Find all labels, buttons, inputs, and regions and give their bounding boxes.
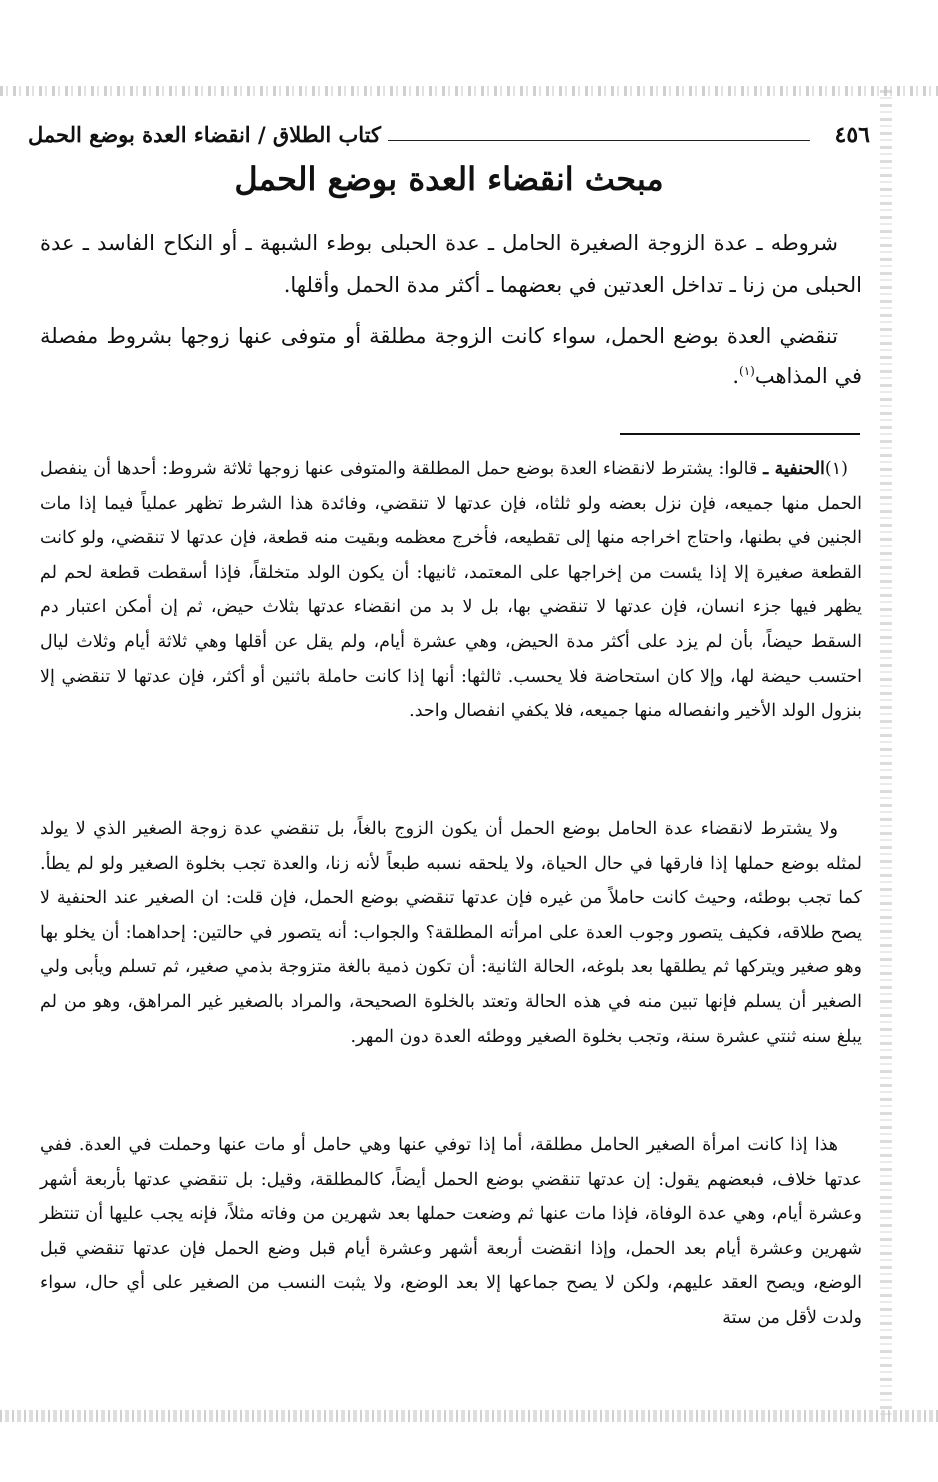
footnote-number: (١) (824, 459, 848, 479)
section-title: مبحث انقضاء العدة بوضع الحمل (234, 160, 664, 198)
footnote-ref[interactable]: (١) (739, 364, 755, 378)
footnote-separator (620, 433, 860, 435)
footnote-school-label: الحنفية ـ (763, 459, 825, 479)
page-header (28, 118, 870, 154)
footnote-paragraph-2: ولا يشترط لانقضاء عدة الحامل بوضع الحمل أن يكون الزوج بالغاً، بل تنقضي عدة زوجة الصغير الذي لا يولد لمثله بوضع حملها إذا فارقها في حال الحياة، ولا يلحقه نسبه طبعاً لأنه زنا، والعدة تجب بخلوة الصغير ولو لم يطأ. كما تجب بوطئه، وحيث كانت حاملاً من غيره فإن عدتها تنقضي بوضع الحمل، فإن قلت: ان الصغير عند الحنفية لا يصح طلاقه، فكيف يتصور وجوب العدة على امرأته المطلقة؟ والجواب: أنه يتصور في حالتين: إحداهما: أن يخلو بها وهو صغير ويتركها ثم يطلقها بعد بلوغه، الحالة الثانية: أن تكون ذمية بالغة متزوجة بذمي صغير، ثم تسلم ويأبى ولي الصغير أن يسلم فإنها تبين منه في هذه الحالة وتعتد بالخلوة الصحيحة، والمراد بالصغير غير المراهق، وهو من لم يبلغ سنه ثنتي عشرة سنة، وتجب بخلوة الصغير ووطئه العدة دون المهر. (40, 819, 862, 1047)
footnote-paragraph-1 (40, 452, 862, 729)
scan-border-top (0, 86, 938, 96)
intro-text: تنقضي العدة بوضع الحمل، سواء كانت الزوجة مطلقة أو متوفى عنها زوجها بشروط مفصلة في المذاهب (40, 324, 862, 388)
intro-end: . (732, 364, 740, 388)
running-head: كتاب الطلاق / انقضاء العدة بوضع الحمل (28, 122, 382, 147)
footnote-text-1: قالوا: يشترط لانقضاء العدة بوضع حمل المطلقة والمتوفى عنها زوجها ثلاثة شروط: أحدها أن ينفصل الحمل منها جميعه، فإن نزل بعضه ولو ثلثاه، فإن عدتها لا تنقضي، وفائدة هذا الشرط تظهر عملياً فيما إذا مات الجنين في بطنها، واحتاج اخراجه منها إلى تقطيعه، فأخرج معظمه وبقيت منه قطعة، فإن عدتها لا تنقضي، ولو كانت القطعة صغيرة إلا إذا يئست من إخراجها على المعتمد، ثانيها: أن يكون الولد متخلقاً، فإذا أسقطت قطعة لحم لم يظهر فيها جزء انسان، فإن عدتها لا تنقضي بها، بل لا بد من انقضاء عدتها بثلاث حيض، ثم إن أمكن اعتبار دم السقط حيضاً، بأن لم يزد على أكثر مدة الحيض، وهي عشرة أيام، ولم يقل عن أقلها وهي ثلاثة أيام وثلاث ليال احتسب حيضة لها، وإلا كان استحاضة فلا يحسب. ثالثها: أنها إذا كانت حاملة باثنين أو أكثر، فإن عدتها لا تنقضي إلا بنزول الولد الأخير وانفصاله منها جميعه، فلا يكفي انفصال واحد. (40, 459, 862, 722)
scan-border-right (880, 90, 892, 1420)
intro-paragraph (40, 316, 862, 396)
header-rule (388, 140, 810, 141)
page-number: ٤٥٦ (834, 122, 870, 148)
scan-border-bottom (0, 1410, 938, 1422)
footnote-paragraph-3: هذا إذا كانت امرأة الصغير الحامل مطلقة، أما إذا توفي عنها وهي حامل أو مات عنها وحملت في العدة. ففي عدتها خلاف، فبعضهم يقول: إن عدتها تنقضي بوضع الحمل أيضاً، كالمطلقة، وقيل: بل تنقضي عدتها بأربعة أشهر وعشرة أيام، وهي عدة الوفاة، فإذا مات عنها ثم وضعت حملها بعد شهرين من وفاته مثلاً، فإنه يجب عليها أن تنتظر شهرين وعشرة أيام بعد الحمل، وإذا انقضت أربعة أشهر وعشرة أيام قبل وضع الحمل فإن عدتها تنقضي قبل الوضع، ويصح العقد عليهم، ولكن لا يصح جماعها إلا بعد الوضع، ولا يثبت النسب من الصغير على أي حال، سواء ولدت لأقل من ستة (40, 1135, 862, 1328)
section-summary: شروطه ـ عدة الزوجة الصغيرة الحامل ـ عدة الحبلى بوطء الشبهة ـ أو النكاح الفاسد ـ عدة الحبلى من زنا ـ تداخل العدتين في بعضهما ـ أكثر مدة الحمل وأقلها. (40, 231, 862, 297)
